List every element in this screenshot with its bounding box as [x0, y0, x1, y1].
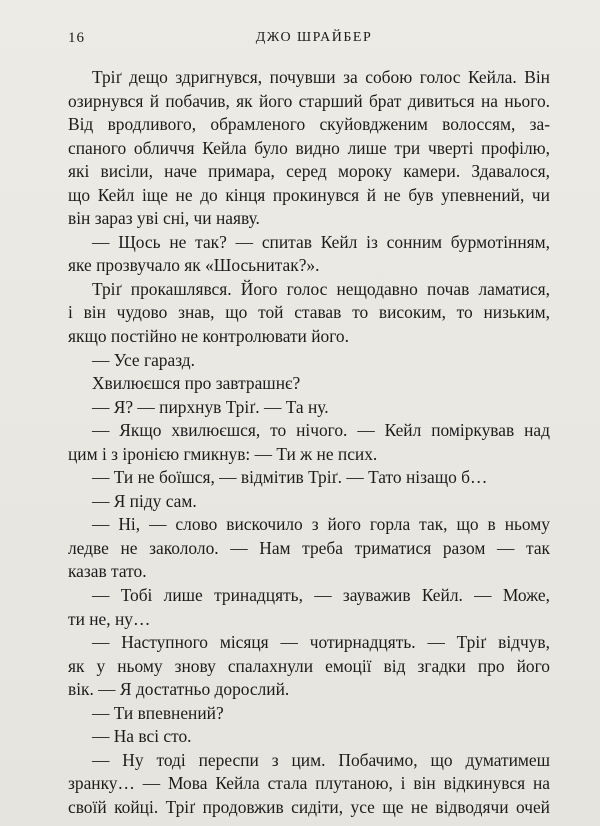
text-line: — Ти не боїшся, — відмітив Тріґ. — Тато нізащо б… — [92, 467, 488, 488]
text-line: ледве не закололо. — Нам треба триматися разом — так — [68, 537, 550, 558]
text-line: — Я? — пирхнув Тріґ. — Та ну. — [92, 396, 329, 417]
text-line: казав тато. — [68, 561, 147, 582]
text-line: якщо постійно не контролювати його. — [68, 326, 349, 347]
text-line: Тріґ прокашлявся. Його голос нещодавно почав ламатися, — [92, 278, 550, 299]
running-head — [68, 30, 560, 52]
text-line: як у ньому знову спалахнули емоції від згадки про його — [68, 655, 550, 676]
text-line: яке прозвучало як «Шосьнитак?». — [68, 255, 320, 276]
text-line: — Тобі лише тринадцять, — зауважив Кейл. — Може, — [92, 585, 550, 606]
text-line: цим і з іронією гмикнув: — Ти ж не псих. — [68, 443, 378, 464]
text-line: — Ти впевнений? — [92, 702, 224, 723]
text-line: — Наступного місяця — чотирнадцять. — Тріґ відчув, — [92, 632, 550, 653]
page-number: 16 — [68, 30, 85, 46]
text-line: озирнувся й побачив, як його старший брат дивиться на нього. — [68, 90, 550, 111]
text-line: — Усе гаразд. — [92, 349, 195, 370]
text-line: він зараз уві сні, чи наяву. — [68, 208, 260, 229]
body-text — [68, 66, 550, 820]
text-line: — Якщо хвилюєшся, то нічого. — Кейл поміркував над — [92, 420, 550, 441]
text-line: — Щось не так? — спитав Кейл із сонним бурмотінням, — [92, 231, 550, 252]
text-line: Тріґ дещо здригнувся, почувши за собою голос Кейла. Він — [92, 67, 550, 87]
text-line: Від вродливого, обрамленого скуйовдженим волоссям, за- — [68, 114, 550, 135]
text-line: — На всі сто. — [92, 726, 192, 747]
text-line: і він чудово знав, що той ставав то високим, то низьким, — [68, 302, 550, 323]
text-line: що Кейл іще не до кінця прокинувся й не був упевнений, чи — [68, 184, 550, 205]
text-line: вік. — Я достатньо дорослий. — [68, 679, 290, 700]
text-line: які висіли, наче примара, серед мороку камери. Здавалося, — [68, 161, 550, 182]
text-line: — Ні, — слово вискочило з його горла так, що в ньому — [92, 514, 550, 535]
text-line: — Ну тоді переспи з цим. Побачимо, що думатимеш — [92, 749, 550, 770]
text-line: своїй койці. Тріґ продовжив сидіти, усе ще не відводячи очей — [68, 796, 550, 817]
text-line: — Я піду сам. — [92, 490, 197, 511]
text-line: Хвилюєшся про завтрашнє? — [92, 373, 301, 394]
text-line: спаного обличчя Кейла було видно лише три чверті профілю, — [68, 137, 550, 158]
text-line: зранку… — Мова Кейла стала плутаною, і він відкинувся на — [68, 773, 550, 794]
running-head-author: ДЖО ШРАЙБЕР — [255, 30, 373, 45]
text-line: ти не, ну… — [68, 608, 151, 629]
